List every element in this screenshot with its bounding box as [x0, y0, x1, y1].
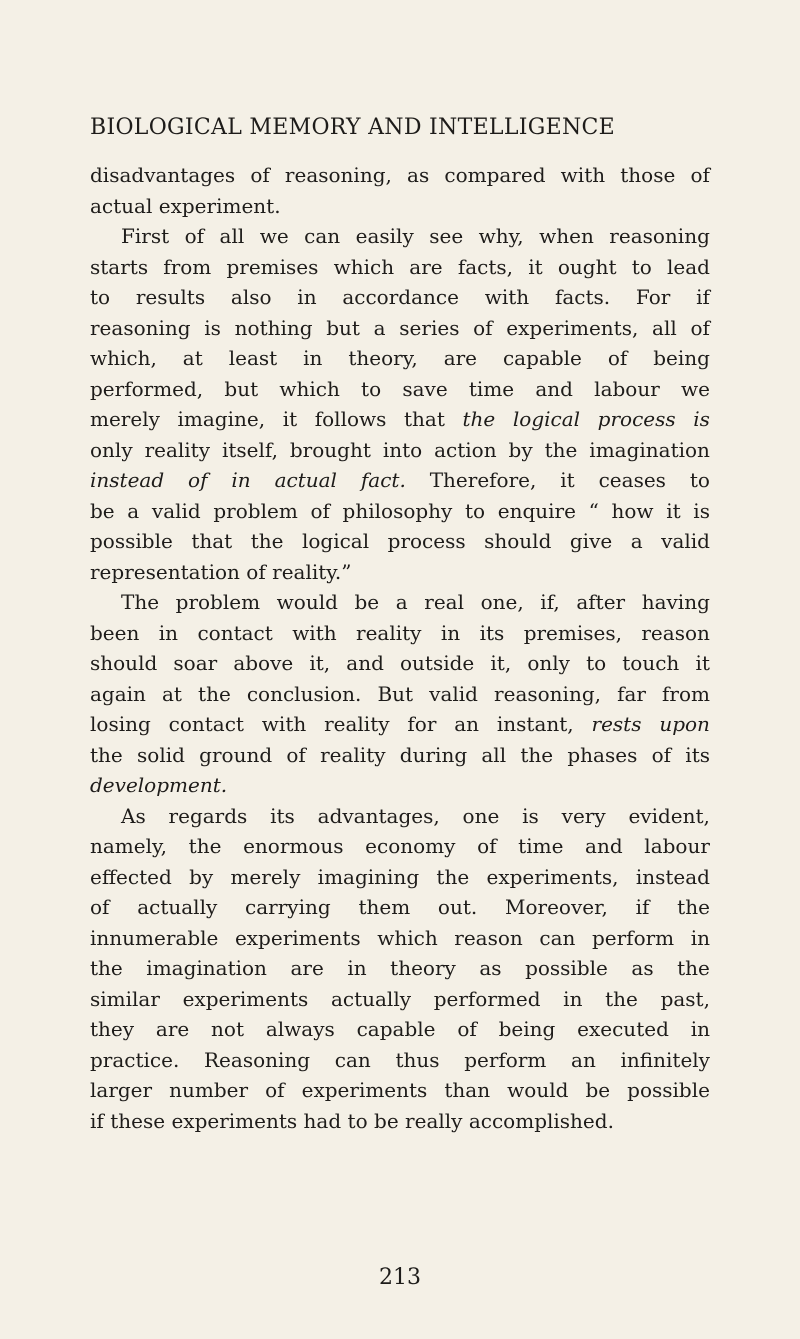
word: and: [346, 651, 384, 675]
word: imagining: [317, 864, 420, 889]
word: to: [90, 285, 111, 309]
word: experiments: [182, 986, 309, 1011]
word: compared: [444, 163, 546, 187]
word: having: [641, 590, 710, 614]
word: and: [585, 834, 623, 858]
text-line: [90, 709, 710, 740]
word: is: [693, 407, 710, 431]
word: The: [121, 590, 160, 614]
word: is: [522, 803, 539, 828]
word: possible: [627, 1078, 710, 1102]
text-line: [90, 770, 710, 801]
word: premises,: [523, 620, 622, 645]
word: above: [233, 651, 294, 675]
word: all: [219, 224, 245, 248]
word: losing: [90, 712, 151, 736]
word: are: [155, 1017, 190, 1041]
word: very: [561, 803, 606, 828]
word: Moreover,: [505, 895, 608, 919]
word: number: [169, 1078, 249, 1102]
word: can: [334, 1047, 371, 1072]
word: are: [290, 956, 324, 980]
word: reality: [356, 620, 422, 645]
word: As: [121, 803, 146, 828]
word: the: [605, 986, 638, 1011]
text-line: [90, 496, 710, 527]
word: reason: [641, 620, 710, 645]
word: theory: [390, 956, 456, 980]
word: we: [681, 376, 710, 401]
text-line: [90, 1014, 710, 1045]
word: innumerable: [90, 925, 219, 950]
word: series: [399, 315, 460, 340]
word: to: [689, 468, 710, 492]
word: with: [560, 163, 606, 187]
word: to: [361, 376, 382, 401]
word: should: [90, 651, 158, 675]
word: carrying: [245, 895, 331, 919]
word: ought: [557, 254, 617, 279]
word: logical: [512, 407, 581, 431]
word: of: [184, 224, 205, 248]
word: of: [90, 895, 110, 919]
word: the: [520, 742, 554, 767]
word: labour: [644, 834, 710, 858]
running-head: BIOLOGICAL MEMORY AND INTELLIGENCE: [90, 115, 616, 140]
word: economy: [365, 834, 456, 858]
word: perform: [591, 925, 675, 950]
text-line: [90, 953, 710, 984]
word: save: [402, 376, 448, 401]
text-line: [90, 923, 710, 954]
word: been: [90, 620, 140, 645]
word: all: [481, 742, 507, 767]
word: if: [635, 895, 650, 919]
word: phases: [567, 742, 638, 767]
word: reality: [324, 712, 390, 736]
text-line: [90, 374, 710, 405]
word: in: [690, 925, 710, 950]
word: with: [484, 285, 530, 309]
word: the: [677, 895, 710, 919]
word: evident,: [628, 803, 710, 828]
word: also: [230, 285, 272, 309]
text-line: [90, 526, 710, 557]
text-line: [90, 160, 710, 191]
word: had: [303, 1108, 342, 1133]
word: of: [286, 742, 306, 767]
body-text: [90, 160, 710, 1136]
word: only: [90, 437, 133, 462]
text-line: [90, 1075, 710, 1106]
word: enquire: [497, 498, 576, 523]
word: imagination: [146, 956, 267, 980]
word: valid: [661, 529, 710, 553]
word: be: [585, 1078, 611, 1102]
word: outside: [400, 651, 475, 675]
word: imagine,: [177, 407, 266, 431]
word: of: [690, 163, 710, 187]
word: in: [158, 620, 179, 645]
word: the: [90, 742, 123, 767]
word: should: [484, 529, 552, 553]
word: how: [611, 498, 654, 523]
word: would: [276, 590, 338, 614]
word: past,: [660, 986, 710, 1011]
word: the: [462, 407, 496, 431]
word: and: [535, 376, 573, 401]
word: possible: [90, 529, 173, 553]
word: real: [424, 590, 464, 614]
word: but: [326, 315, 360, 340]
text-line: [90, 404, 710, 435]
word: it: [560, 468, 575, 492]
word: valid: [429, 681, 478, 706]
word: why,: [478, 224, 524, 248]
word: lead: [667, 254, 710, 279]
text-line: [90, 679, 710, 710]
word: its: [270, 803, 295, 828]
word: are: [409, 254, 443, 279]
word: for: [407, 712, 437, 736]
word: out.: [437, 895, 478, 919]
text-line: [90, 465, 710, 496]
word: be: [354, 590, 380, 614]
word: a: [630, 529, 643, 553]
word: of: [265, 1078, 285, 1102]
text-line: [90, 435, 710, 466]
word: in: [303, 346, 323, 370]
word: imagination: [589, 437, 710, 462]
word: that: [404, 407, 445, 431]
word: soar: [173, 651, 218, 675]
word: experiments: [234, 925, 361, 950]
word: those: [620, 163, 676, 187]
text-line: [90, 862, 710, 893]
text-line: [90, 252, 710, 283]
word: its: [685, 742, 710, 767]
word: a: [373, 315, 386, 340]
word: of: [651, 742, 672, 767]
text-line: [90, 587, 710, 618]
word: But: [377, 681, 414, 706]
text-line: [90, 801, 710, 832]
word: of: [690, 315, 710, 340]
word: at: [162, 681, 182, 706]
word: merely: [90, 407, 160, 431]
word: it: [695, 651, 710, 675]
word: of: [607, 346, 628, 370]
word: that: [191, 529, 233, 553]
word: experiments: [171, 1108, 298, 1133]
word: Reasoning: [204, 1047, 311, 1072]
word: capable: [502, 346, 582, 370]
word: by: [189, 864, 214, 889]
word: actually: [330, 986, 412, 1011]
word: accordance: [342, 285, 459, 309]
word: one: [462, 803, 500, 828]
word: starts: [90, 254, 149, 279]
word: far: [617, 681, 646, 706]
word: an: [454, 712, 480, 736]
word: being: [653, 346, 710, 370]
word: easily: [355, 224, 414, 248]
word: nothing: [234, 315, 313, 340]
text-line: [90, 618, 710, 649]
word: are: [443, 346, 478, 370]
text-line: [90, 557, 710, 588]
word: after: [576, 590, 626, 614]
word: which: [377, 925, 438, 950]
word: merely: [230, 864, 301, 889]
word: reasoning,: [284, 163, 392, 187]
text-line: [90, 1045, 710, 1076]
text-line: [90, 313, 710, 344]
word: would: [507, 1078, 569, 1102]
word: instead: [90, 468, 165, 492]
word: reasoning,: [494, 681, 601, 706]
word: it,: [309, 651, 331, 675]
word: theory,: [348, 346, 418, 370]
word: upon: [659, 712, 710, 736]
word: conclusion.: [246, 681, 362, 706]
word: the: [198, 681, 231, 706]
word: philosophy: [342, 498, 453, 523]
word: process: [597, 407, 676, 431]
word: reasoning: [90, 315, 191, 340]
word: practice.: [90, 1047, 180, 1072]
word: reality: [144, 437, 211, 462]
word: into: [382, 437, 423, 462]
word: being: [498, 1017, 556, 1041]
word: but: [224, 376, 259, 401]
word: the: [250, 529, 284, 553]
word: least: [228, 346, 278, 370]
word: experiments: [301, 1078, 428, 1102]
word: an: [571, 1047, 596, 1072]
word: be: [374, 1108, 399, 1133]
word: of: [246, 559, 266, 584]
word: instead: [635, 864, 710, 889]
text-line: [90, 648, 710, 679]
word: see: [429, 224, 464, 248]
text-line: [90, 984, 710, 1015]
word: performed: [433, 986, 541, 1011]
word: ground: [199, 742, 273, 767]
word: which,: [90, 346, 157, 370]
word: effected: [90, 864, 172, 889]
word: advantages,: [317, 803, 440, 828]
word: labour: [594, 376, 660, 401]
word: really: [405, 1108, 463, 1133]
word: of: [477, 834, 497, 858]
word: executed: [577, 1017, 669, 1041]
word: contact: [197, 620, 273, 645]
word: of: [310, 498, 330, 523]
word: again: [90, 681, 146, 706]
word: than: [444, 1078, 491, 1102]
word: brought: [289, 437, 371, 462]
word: to: [347, 1108, 368, 1133]
word: perform: [464, 1047, 547, 1072]
word: is: [204, 315, 221, 340]
word: as: [407, 163, 430, 187]
word: development.: [90, 773, 228, 797]
word: experiments,: [506, 315, 639, 340]
word: namely,: [90, 834, 168, 858]
word: it: [282, 407, 298, 431]
word: regards: [168, 803, 248, 828]
text-line: [90, 282, 710, 313]
word: accomplished.: [468, 1108, 614, 1133]
word: disadvantages: [90, 163, 236, 187]
word: in: [231, 468, 251, 492]
word: it: [528, 254, 543, 279]
word: they: [90, 1017, 135, 1041]
word: similar: [90, 986, 160, 1011]
word: larger: [90, 1078, 153, 1102]
word: capable: [356, 1017, 436, 1041]
word: itself,: [221, 437, 278, 462]
word: during: [399, 742, 468, 767]
word: if: [696, 285, 710, 309]
word: all: [652, 315, 677, 340]
text-line: [90, 191, 710, 222]
text-line: [90, 892, 710, 923]
word: ceases: [598, 468, 666, 492]
word: one,: [480, 590, 524, 614]
word: Therefore,: [429, 468, 537, 492]
word: always: [265, 1017, 335, 1041]
word: actual: [274, 468, 337, 492]
word: performed,: [90, 376, 204, 401]
word: as: [479, 956, 502, 980]
word: First: [121, 224, 170, 248]
word: premises: [226, 254, 319, 279]
word: infinitely: [620, 1047, 710, 1072]
word: in: [347, 956, 367, 980]
word: reason: [454, 925, 523, 950]
word: the: [90, 956, 123, 980]
word: which: [333, 254, 395, 279]
word: contact: [168, 712, 244, 736]
word: time: [518, 834, 564, 858]
word: the: [188, 834, 222, 858]
word: with: [261, 712, 307, 736]
word: experiment.: [158, 193, 281, 218]
word: from: [163, 254, 212, 279]
word: fact.: [360, 468, 406, 492]
word: thus: [395, 1047, 440, 1072]
page-number: 213: [379, 1265, 421, 1290]
word: only: [527, 651, 570, 675]
word: of: [250, 163, 270, 187]
word: can: [539, 925, 576, 950]
word: time: [468, 376, 515, 401]
word: “: [588, 498, 599, 523]
word: experiments,: [486, 864, 619, 889]
word: it,: [490, 651, 512, 675]
word: not: [211, 1017, 245, 1041]
word: as: [631, 956, 654, 980]
word: if: [90, 1108, 104, 1133]
word: to: [465, 498, 486, 523]
word: solid: [137, 742, 185, 767]
word: if,: [540, 590, 560, 614]
word: a: [395, 590, 408, 614]
word: actually: [137, 895, 218, 919]
word: instant,: [496, 712, 574, 736]
text-line: [90, 343, 710, 374]
text-line: [90, 1106, 710, 1137]
word: is: [693, 498, 710, 523]
word: the: [436, 864, 470, 889]
word: follows: [314, 407, 387, 431]
word: reality.”: [272, 559, 352, 584]
word: representation: [90, 559, 240, 584]
word: results: [135, 285, 206, 309]
word: in: [690, 1017, 710, 1041]
word: them: [358, 895, 411, 919]
word: facts,: [457, 254, 514, 279]
word: of: [457, 1017, 477, 1041]
word: of: [188, 468, 208, 492]
word: with: [292, 620, 337, 645]
word: facts.: [554, 285, 611, 309]
word: action: [434, 437, 497, 462]
word: in: [440, 620, 461, 645]
word: a: [127, 498, 140, 523]
word: reasoning: [609, 224, 710, 248]
word: touch: [622, 651, 680, 675]
word: which: [279, 376, 340, 401]
word: possible: [525, 956, 608, 980]
word: rests: [591, 712, 642, 736]
word: its: [479, 620, 505, 645]
word: be: [90, 498, 115, 523]
word: enormous: [243, 834, 344, 858]
word: the: [677, 956, 710, 980]
word: reality: [320, 742, 386, 767]
word: these: [110, 1108, 166, 1133]
word: in: [563, 986, 583, 1011]
word: by: [508, 437, 533, 462]
word: to: [631, 254, 652, 279]
text-line: [90, 221, 710, 252]
word: from: [662, 681, 710, 706]
word: we: [259, 224, 289, 248]
word: For: [635, 285, 671, 309]
word: in: [297, 285, 317, 309]
word: actual: [90, 193, 153, 218]
word: valid: [151, 498, 201, 523]
word: of: [473, 315, 493, 340]
text-line: [90, 740, 710, 771]
word: logical: [301, 529, 370, 553]
text-line: [90, 831, 710, 862]
word: when: [539, 224, 594, 248]
word: problem: [213, 498, 298, 523]
word: can: [304, 224, 341, 248]
word: give: [569, 529, 613, 553]
word: the: [544, 437, 578, 462]
word: at: [182, 346, 203, 370]
word: problem: [175, 590, 261, 614]
word: it: [666, 498, 681, 523]
word: process: [387, 529, 466, 553]
word: to: [586, 651, 607, 675]
